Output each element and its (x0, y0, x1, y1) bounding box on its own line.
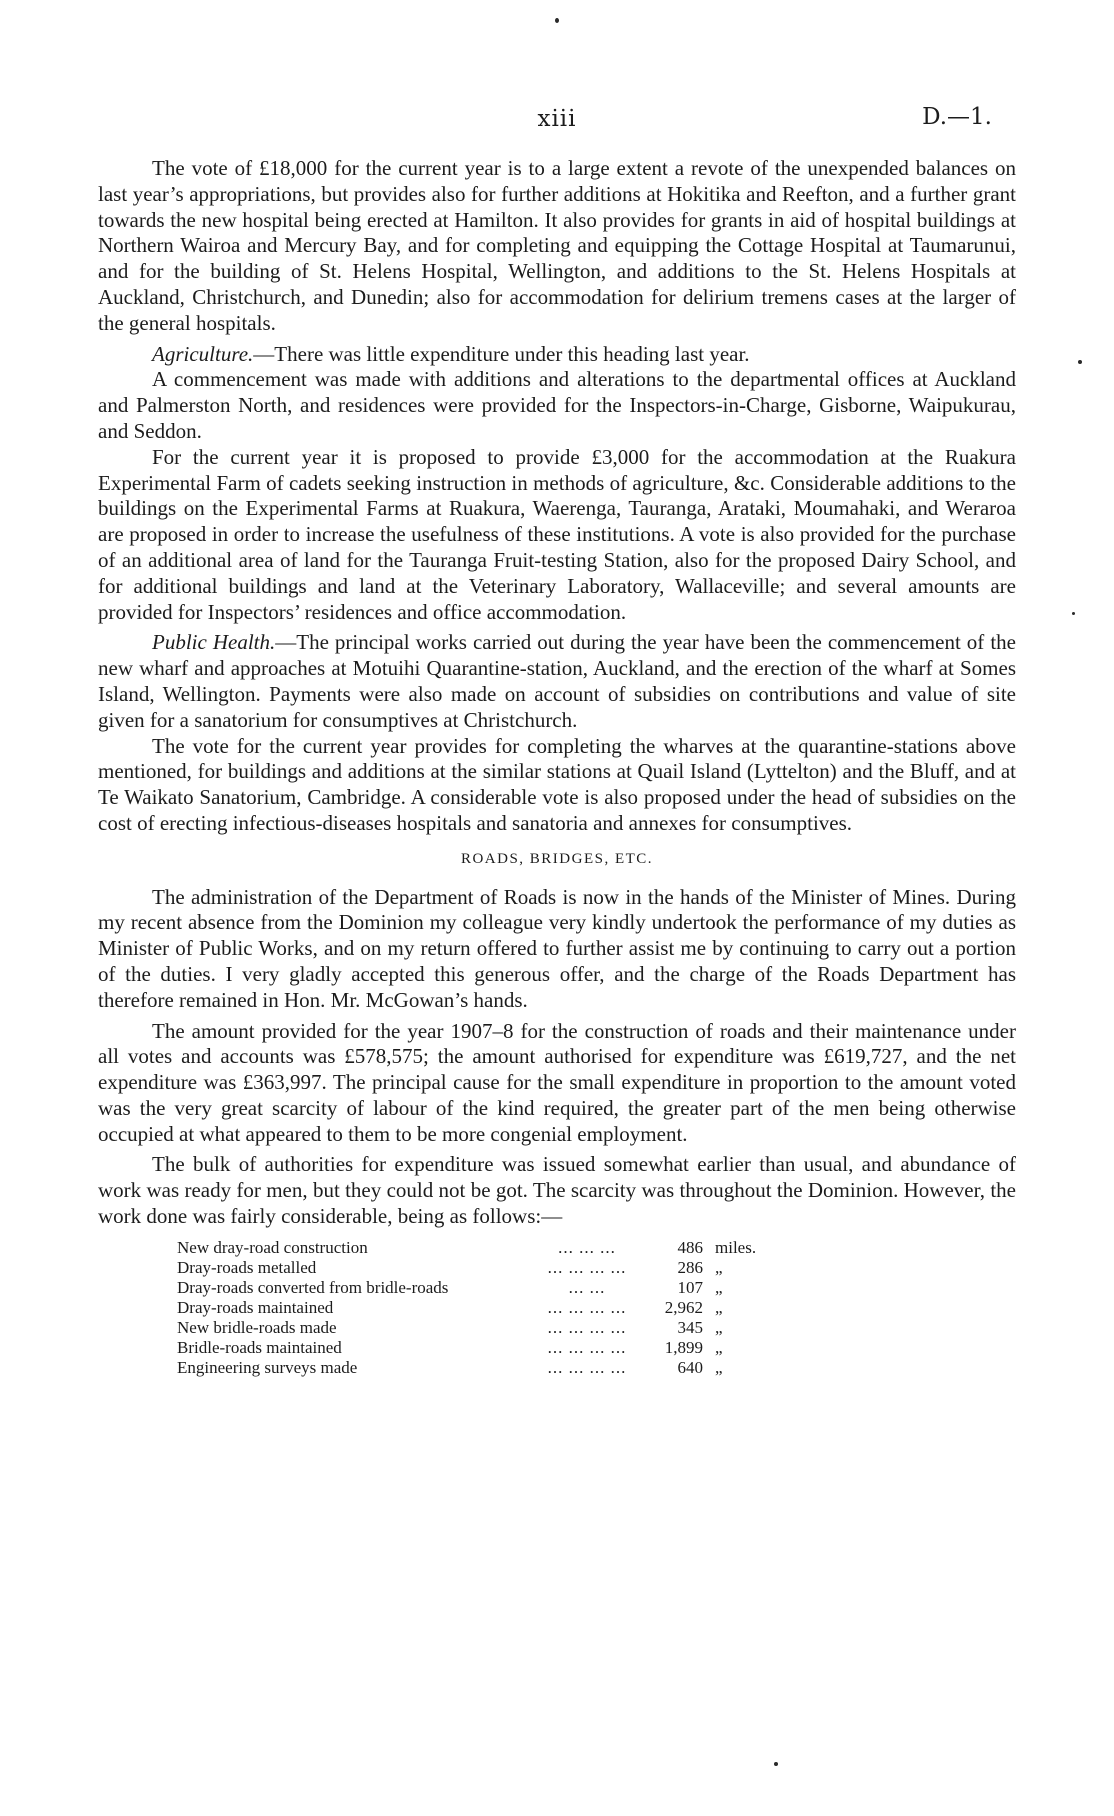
print-speck (1072, 612, 1075, 615)
row-value: 2,962 (664, 1297, 703, 1317)
public-health-lead: Public Health. (152, 630, 276, 655)
print-speck (555, 18, 559, 23)
agriculture-lead: Agriculture. (152, 341, 254, 366)
row-value: 1,899 (664, 1337, 703, 1357)
row-value: 640 (677, 1357, 703, 1377)
page-number: xiii (537, 106, 577, 132)
row-value: 345 (677, 1317, 703, 1337)
row-leader-dots: ... ... ... ... (547, 1257, 627, 1277)
row-description: Dray-roads metalled (177, 1257, 317, 1277)
paragraph-agriculture-intro (98, 342, 1016, 368)
table-row (177, 1338, 775, 1358)
row-unit: „ (715, 1257, 723, 1277)
row-unit: „ (715, 1297, 723, 1317)
table-row (177, 1258, 775, 1278)
row-description: Bridle-roads maintained (177, 1337, 342, 1357)
paragraph-agriculture-current-year: For the current year it is proposed to provide £3,000 for the accommodation at the Ruakura Experimental Farm of cadets seeking instruction in methods of agriculture, &c. Considerable additions to the buildings on the Experimental Farms at Ruakura, Waerenga, Tauranga, Arataki, Moumahaki, and Weraroa are proposed in order to increase the usefulness of these institutions. A vote is also provided for the purchase of an additional area of land for the Tauranga Fruit-testing Station, also for the proposed Dairy School, and for additional buildings and land at the Veterinary Laboratory, Wallaceville; and several amounts are provided for Inspectors’ residences and office accommodation. (98, 444, 1016, 624)
body-text (98, 156, 1016, 1378)
print-speck (1078, 360, 1082, 364)
row-description: Dray-roads converted from bridle-roads (177, 1277, 449, 1297)
row-leader-dots: ... ... ... (558, 1237, 616, 1257)
paragraph-roads-expenditure: The amount provided for the year 1907–8 for the construction of roads and their maintenance under all votes and accounts was £578,575; the amount authorised for expenditure was £619,727, and the net expenditure was £363,997. The principal cause for the small expenditure in proportion to the amount voted was the very great scarcity of labour of the kind required, the greater part of the men being otherwise occupied at what appeared to them to be more congenial employment. (98, 1018, 1016, 1146)
row-unit: „ (715, 1277, 723, 1297)
paragraph-hospitals-vote: The vote of £18,000 for the current year is to a large extent a revote of the unexpended balances on last year’s appropriations, but provides also for further additions at Hokitika and Reefton, and a further grant towards the new hospital being erected at Hamilton. It also provides for grants in aid of hospital buildings at Northern Wairoa and Mercury Bay, and for completing and equipping the Cottage Hospital at Taumarunui, and for the building of St. Helens Hospital, Wellington, and additions to the St. Helens Hospitals at Auckland, Christchurch, and Dunedin; also for accommodation for delirium tremens cases at the larger of the general hospitals. (98, 156, 1016, 335)
paragraph-public-health-vote: The vote for the current year provides for completing the wharves at the quarantine-stations above mentioned, for buildings and additions at the similar stations at Quail Island (Lyttelton) and the Bluff, and at Te Waikato Sanatorium, Cambridge. A considerable vote is also proposed under the head of subsidies on the cost of erecting infectious-diseases hospitals and sanatoria and annexes for consumptives. (98, 733, 1016, 835)
row-leader-dots: ... ... (568, 1277, 606, 1297)
row-description: New bridle-roads made (177, 1317, 337, 1337)
table-row (177, 1238, 775, 1258)
paragraph-roads-authorities: The bulk of authorities for expenditure was issued somewhat earlier than usual, and abundance of work was ready for men, but they could not be got. The scarcity was throughout the Dominion. However, the work done was fairly considerable, being as follows:— (98, 1152, 1016, 1229)
public-health-text: —The principal works carried out during the year have been the commencement of the new wharf and approaches at Motuihi Quarantine-station, Auckland, and the erection of the wharf at Somes Island, Wellington. Payments were also made on account of subsidies on contributions and value of site given for a sanatorium for consumptives at Christchurch. (98, 630, 1016, 732)
row-description: New dray-road construction (177, 1237, 368, 1257)
row-unit: „ (715, 1357, 723, 1377)
row-value: 486 (677, 1237, 703, 1257)
table-row (177, 1318, 775, 1338)
row-unit: „ (715, 1337, 723, 1357)
row-leader-dots: ... ... ... ... (547, 1357, 627, 1377)
row-value: 286 (677, 1257, 703, 1277)
row-value: 107 (677, 1277, 703, 1297)
row-description: Dray-roads maintained (177, 1297, 334, 1317)
print-speck (774, 1762, 778, 1766)
row-unit: miles. (715, 1237, 757, 1257)
row-description: Engineering surveys made (177, 1357, 358, 1377)
table-row (177, 1298, 775, 1318)
document-reference: D.—1. (922, 104, 992, 130)
row-leader-dots: ... ... ... ... (547, 1317, 627, 1337)
row-unit: „ (715, 1317, 723, 1337)
row-leader-dots: ... ... ... ... (547, 1337, 627, 1357)
paragraph-roads-administration: The administration of the Department of Roads is now in the hands of the Minister of Mines. During my recent absence from the Dominion my colleague very kindly undertook the performance of my duties as Minister of Public Works, and on my return offered to further assist me by continuing to carry out a portion of the duties. I very gladly accepted this generous offer, and the charge of the Roads Department has therefore remained in Hon. Mr. McGowan’s hands. (98, 884, 1016, 1012)
table-row (177, 1358, 775, 1378)
works-done-table (177, 1238, 775, 1378)
paragraph-public-health-intro (98, 630, 1016, 733)
paragraph-agriculture-offices: A commencement was made with additions and alterations to the departmental offices at Auckland and Palmerston North, and residences were provided for the Inspectors-in-Charge, Gisborne, Waipukurau, and Seddon. (98, 367, 1016, 443)
row-leader-dots: ... ... ... ... (547, 1297, 627, 1317)
table-row (177, 1278, 775, 1298)
agriculture-text: —There was little expenditure under this heading last year. (253, 341, 750, 366)
section-heading-roads: ROADS, BRIDGES, ETC. (460, 850, 654, 867)
